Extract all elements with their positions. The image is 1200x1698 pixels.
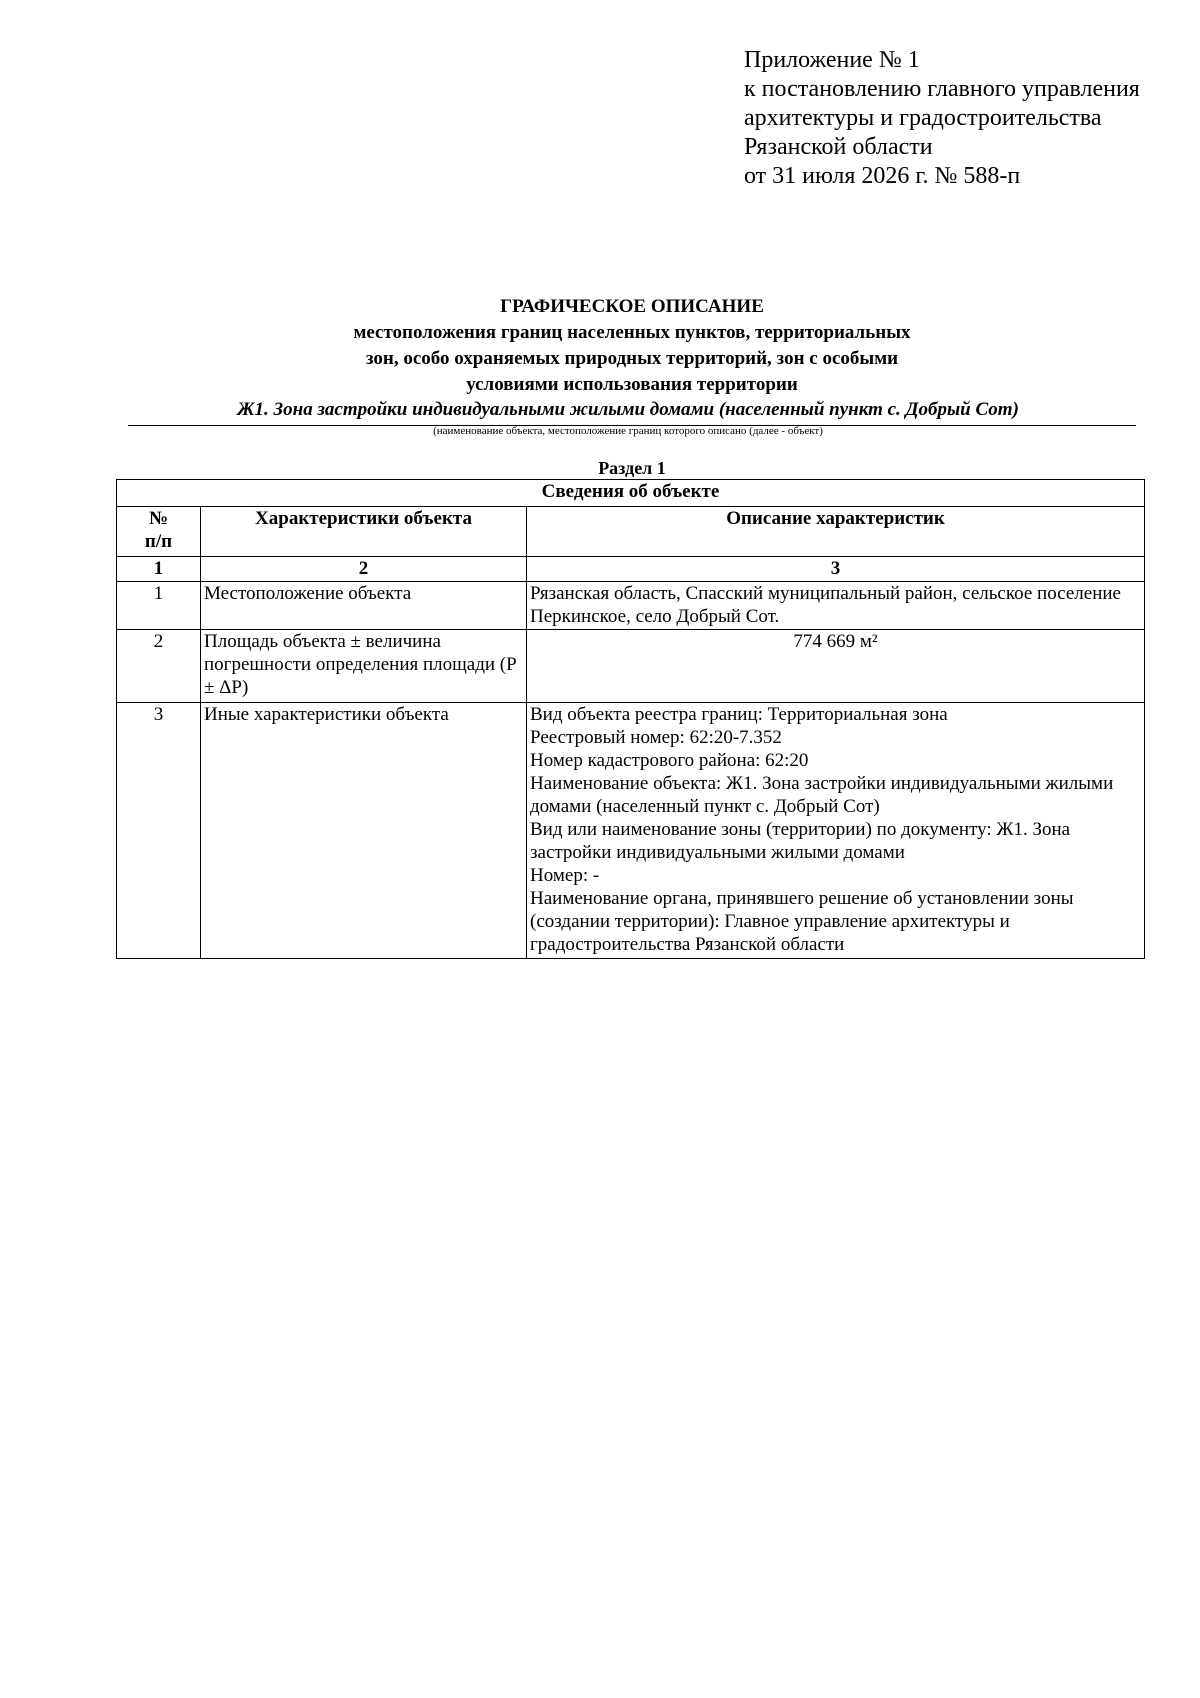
- appendix-line: Рязанской области: [744, 134, 933, 160]
- appendix-line: Приложение № 1: [744, 47, 920, 73]
- header-num: № п/п: [117, 507, 201, 557]
- description-line: Наименование объекта: Ж1. Зона застройки индивидуальными жилыми домами (населенный пункт с. Добрый Сот): [530, 773, 1114, 817]
- header-col-number: 2: [201, 557, 527, 582]
- header-col-number: 1: [117, 557, 201, 582]
- row-description: 774 669 м²: [527, 630, 1145, 703]
- header-description: Описание характеристик: [527, 507, 1145, 557]
- description-line: Вид объекта реестра границ: Территориальная зона: [530, 704, 948, 725]
- appendix-line: к постановлению главного управления: [744, 76, 1140, 102]
- table-caption: Сведения об объекте: [117, 480, 1145, 507]
- title-sub-line: условиями использования территории: [466, 374, 798, 395]
- table-row: [117, 630, 1145, 703]
- description-line: Вид или наименование зоны (территории) по документу: Ж1. Зона застройки индивидуальными жилыми домами: [530, 819, 1071, 863]
- row-number: 1: [117, 582, 201, 630]
- table-row: [117, 582, 1145, 630]
- appendix-line: от 31 июля 2026 г. № 588-п: [744, 163, 1021, 189]
- title-main: ГРАФИЧЕСКОЕ ОПИСАНИЕ: [500, 296, 764, 317]
- document-title: [0, 294, 1200, 398]
- section-title: Раздел 1: [598, 458, 666, 478]
- object-caption: (наименование объекта, местоположение границ которого описано (далее - объект): [433, 425, 823, 437]
- row-characteristic: Местоположение объекта: [201, 582, 527, 630]
- header-col-number: 3: [527, 557, 1145, 582]
- description-line: Наименование органа, принявшего решение об установлении зоны (создании территории): Главное управление архитектуры и градостроительства Рязанской области: [530, 888, 1074, 955]
- object-name: Ж1. Зона застройки индивидуальными жилыми домами (населенный пункт с. Добрый Сот): [237, 399, 1019, 420]
- appendix-line: архитектуры и градостроительства: [744, 105, 1102, 131]
- description-line: Реестровый номер: 62:20-7.352: [530, 727, 782, 748]
- header-characteristic: Характеристики объекта: [201, 507, 527, 557]
- row-number: 3: [117, 703, 201, 959]
- description-line: Номер: -: [530, 865, 600, 886]
- row-description: Рязанская область, Спасский муниципальный район, сельское поселение Перкинское, село Добрый Сот.: [527, 582, 1145, 630]
- appendix-header: [744, 46, 1184, 191]
- row-description: [527, 703, 1145, 959]
- title-sub-line: местоположения границ населенных пунктов, территориальных: [353, 322, 911, 343]
- description-line: Номер кадастрового района: 62:20: [530, 750, 809, 771]
- title-sub-line: зон, особо охраняемых природных территорий, зон с особыми: [365, 348, 899, 369]
- row-characteristic: Площадь объекта ± величина погрешности определения площади (P ± ΔP): [201, 630, 527, 703]
- table-row: [117, 703, 1145, 959]
- object-info-table: [116, 479, 1145, 959]
- row-characteristic: Иные характеристики объекта: [201, 703, 527, 959]
- row-number: 2: [117, 630, 201, 703]
